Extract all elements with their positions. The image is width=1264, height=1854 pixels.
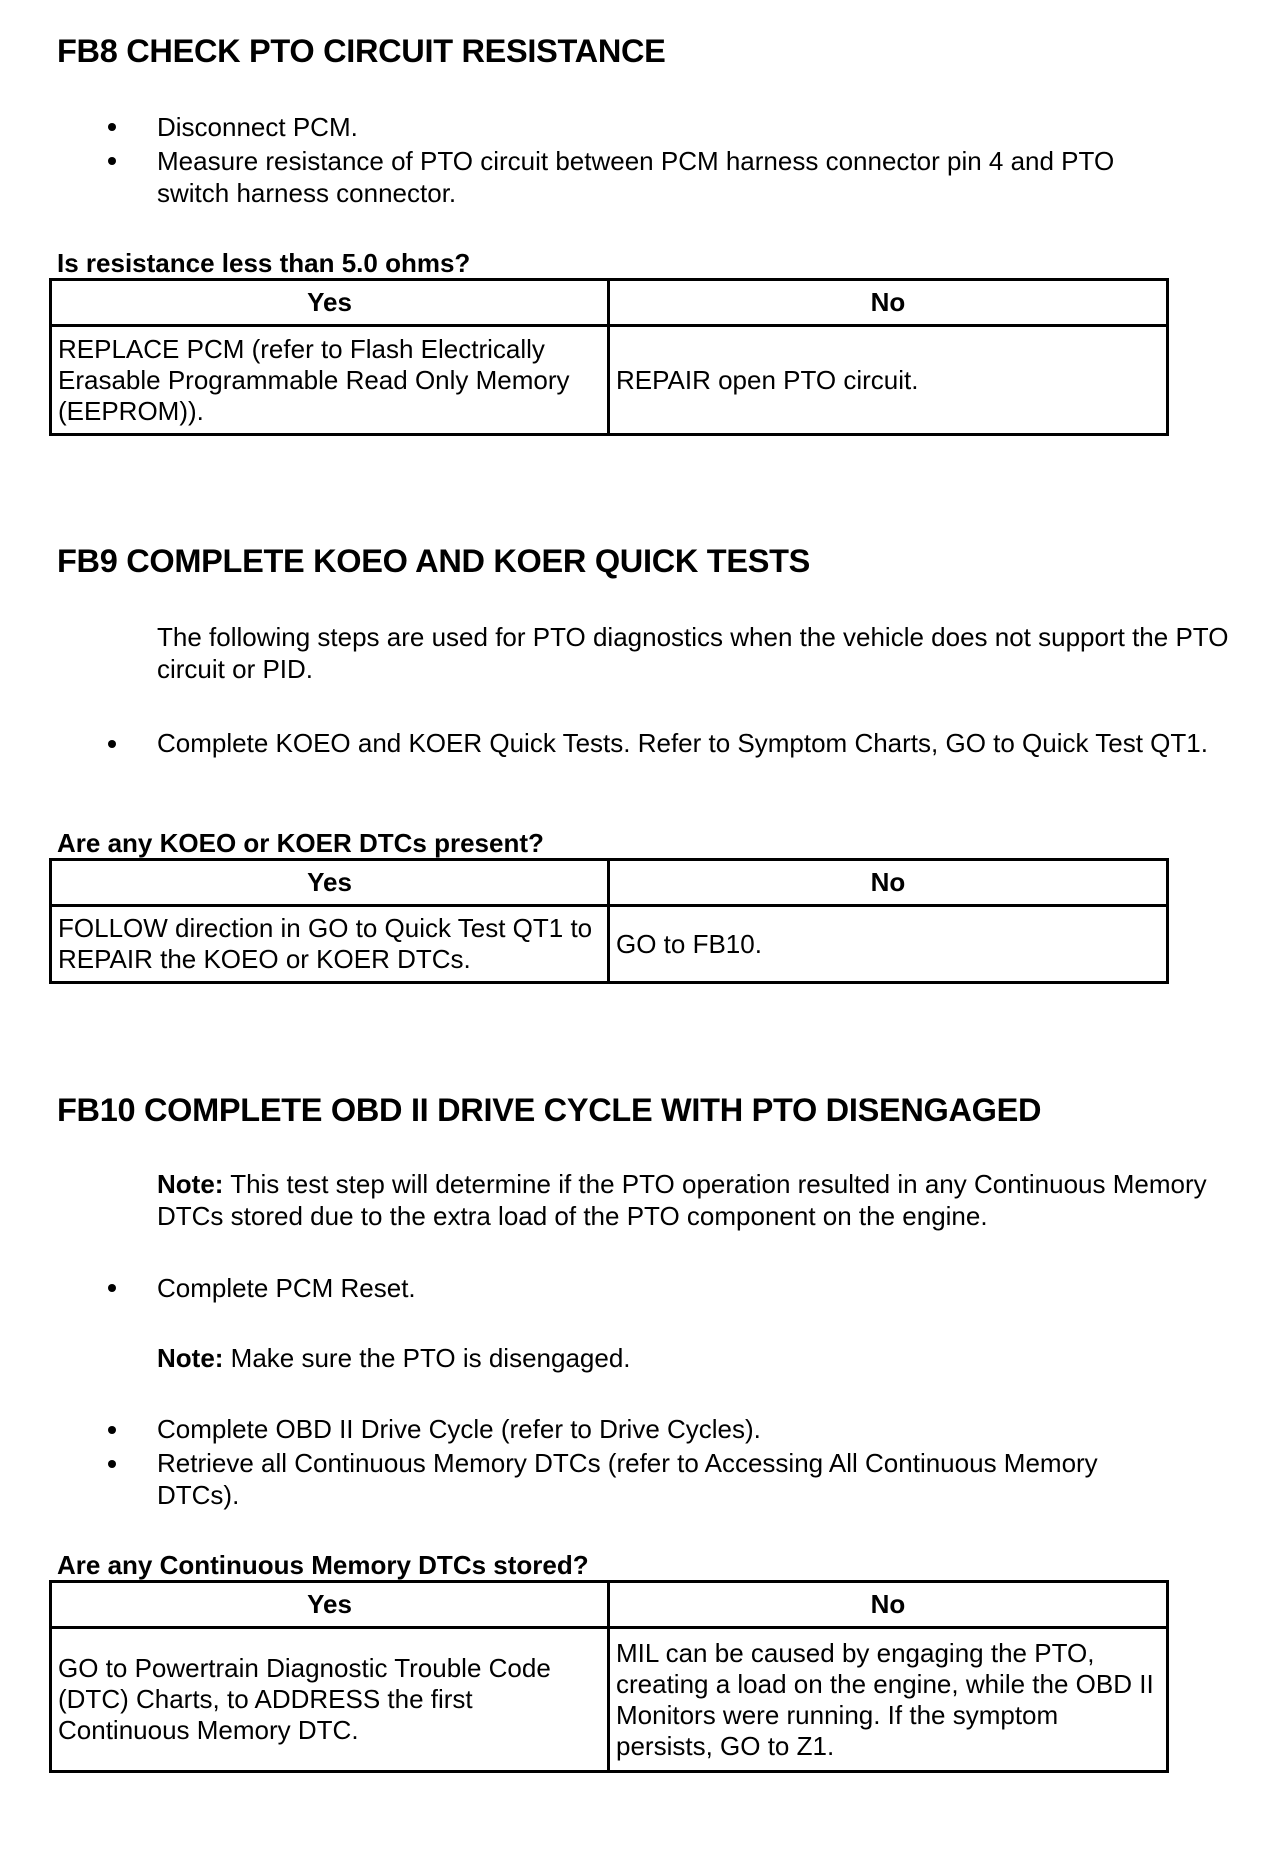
fb8-bullet-measure: Measure resistance of PTO circuit between PCM harness connector pin 4 and PTO switch harness connector. — [157, 146, 1115, 208]
note-text: Make sure the PTO is disengaged. — [223, 1343, 631, 1373]
fb8-bullet-disconnect: Disconnect PCM. — [157, 112, 358, 142]
fb10-result-table — [49, 1580, 1169, 1773]
fb10-bullet-drive-cycle: Complete OBD II Drive Cycle (refer to Drive Cycles). — [157, 1414, 761, 1444]
fb8-yes-cell: REPLACE PCM (refer to Flash Electrically Erasable Programmable Read Only Memory (EEPROM)). — [51, 326, 609, 435]
fb8-result-table — [49, 278, 1169, 436]
fb9-heading: FB9 COMPLETE KOEO AND KOER QUICK TESTS — [57, 543, 811, 579]
fb10-yes-header: Yes — [51, 1582, 609, 1628]
fb10-bullet-pcm-reset: Complete PCM Reset. — [157, 1273, 416, 1303]
fb10-note-determine — [157, 1168, 1217, 1232]
note-label: Note: — [157, 1169, 224, 1199]
fb8-no-cell: REPAIR open PTO circuit. — [609, 326, 1168, 435]
fb8-question: Is resistance less than 5.0 ohms? — [57, 248, 471, 278]
bullet-icon — [106, 155, 118, 167]
fb9-yes-header: Yes — [51, 860, 609, 906]
fb8-heading: FB8 CHECK PTO CIRCUIT RESISTANCE — [57, 33, 666, 69]
bullet-icon — [106, 1282, 118, 1294]
fb9-result-table — [49, 858, 1169, 984]
fb8-yes-header: Yes — [51, 280, 609, 326]
fb9-bullet-quick-tests: Complete KOEO and KOER Quick Tests. Refer to Symptom Charts, GO to Quick Test QT1. — [157, 728, 1208, 758]
fb9-no-cell: GO to FB10. — [609, 906, 1168, 983]
note-label: Note: — [157, 1343, 224, 1373]
fb10-yes-cell: GO to Powertrain Diagnostic Trouble Code (DTC) Charts, to ADDRESS the first Continuous Memory DTC. — [51, 1628, 609, 1772]
fb9-intro: The following steps are used for PTO diagnostics when the vehicle does not support the PTO circuit or PID. — [157, 622, 1229, 684]
fb8-no-header: No — [609, 280, 1168, 326]
fb9-no-header: No — [609, 860, 1168, 906]
bullet-icon — [106, 121, 118, 133]
fb10-no-header: No — [609, 1582, 1168, 1628]
fb10-heading: FB10 COMPLETE OBD II DRIVE CYCLE WITH PTO DISENGAGED — [57, 1092, 1042, 1128]
bullet-icon — [106, 1424, 118, 1436]
bullet-icon — [106, 1458, 118, 1470]
note-text: This test step will determine if the PTO operation resulted in any Continuous Memory DTCs stored due to the extra load of the PTO component on the engine. — [157, 1169, 1207, 1231]
bullet-icon — [106, 738, 118, 750]
fb10-question: Are any Continuous Memory DTCs stored? — [57, 1550, 589, 1580]
fb10-note-disengaged — [157, 1342, 1177, 1374]
fb9-yes-cell: FOLLOW direction in GO to Quick Test QT1 to REPAIR the KOEO or KOER DTCs. — [51, 906, 609, 983]
fb10-bullet-retrieve: Retrieve all Continuous Memory DTCs (refer to Accessing All Continuous Memory DTCs). — [157, 1448, 1098, 1510]
fb10-no-cell: MIL can be caused by engaging the PTO, creating a load on the engine, while the OBD II Monitors were running. If the symptom persists, GO to Z1. — [609, 1628, 1168, 1772]
fb9-question: Are any KOEO or KOER DTCs present? — [57, 828, 544, 858]
